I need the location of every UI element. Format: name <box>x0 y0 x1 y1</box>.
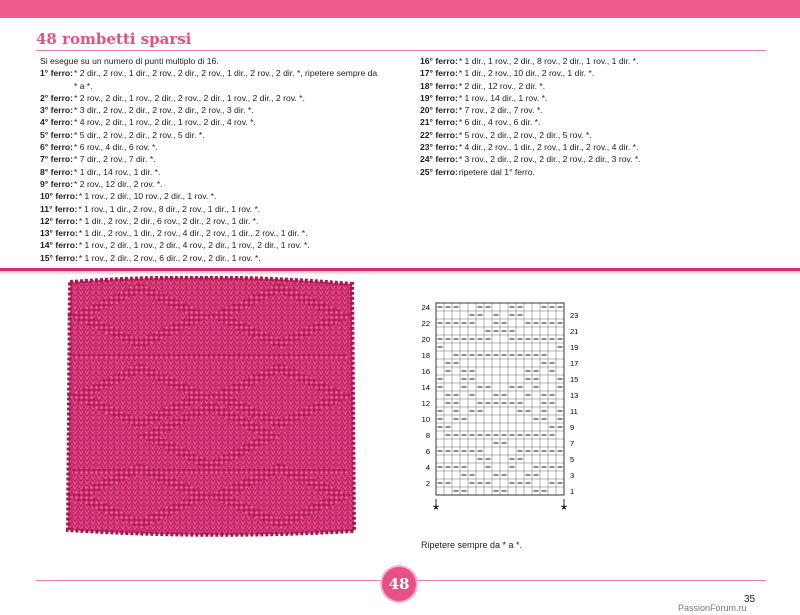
row-text: * 1 dir., 2 rov., 2 dir., 6 rov., 2 dir., 2 rov., 1 dir. *. <box>78 215 259 226</box>
row-label: 24° ferro: <box>420 154 458 165</box>
row-text: * 5 rov., 2 dir., 2 rov., 2 dir., 5 rov. *. <box>458 129 592 140</box>
instruction-row <box>40 141 400 153</box>
chart-row-label-odd: 17 <box>570 359 579 368</box>
chart-row-label-even: 10 <box>421 415 430 424</box>
pattern-number-badge: 48 <box>382 567 416 601</box>
row-text: * 2 dir., 2 rov., 1 dir., 2 rov., 2 dir., 2 rov., 1 dir., 2 rov., 2 dir. *, ripetere sempre da <box>74 68 378 79</box>
chart-row-label-odd: 23 <box>570 311 579 320</box>
instruction-row <box>420 141 780 153</box>
row-label: 19° ferro: <box>420 92 458 103</box>
repeat-marker-left: * <box>432 502 440 519</box>
knitted-swatch-photo <box>60 276 360 538</box>
chart-row-label-even: 4 <box>425 463 430 472</box>
top-color-band <box>0 0 800 18</box>
row-text: * 4 rov., 2 dir., 1 rov., 2 dir., 1 rov., 2 dir., 4 rov. *. <box>74 117 256 128</box>
instruction-row <box>40 203 400 215</box>
chart-row-label-even: 8 <box>425 431 430 440</box>
repeat-note: Ripetere sempre da * a *. <box>421 540 523 550</box>
page-number: 35 <box>744 594 756 605</box>
left-row-list <box>40 67 400 264</box>
chart-row-label-even: 20 <box>421 335 430 344</box>
row-text: * 4 dir., 2 rov., 1 dir., 2 rov., 1 dir., 2 rov., 4 dir. *. <box>458 142 639 153</box>
instruction-row <box>420 129 780 141</box>
instruction-row <box>420 80 780 92</box>
instruction-row <box>40 116 400 128</box>
row-label: 15° ferro: <box>40 252 78 263</box>
title-divider <box>36 50 766 51</box>
row-label: 7° ferro: <box>40 154 74 165</box>
chart-row-label-odd: 11 <box>570 407 578 416</box>
row-text: * 7 rov., 2 dir., 7 rov. *. <box>458 105 543 116</box>
instruction-row <box>40 129 400 141</box>
pattern-title: 48 rombetti sparsi <box>36 30 192 48</box>
chart-row-label-odd: 9 <box>570 423 575 432</box>
row-label: 16° ferro: <box>420 56 458 66</box>
instruction-row <box>420 55 780 67</box>
row-text: * 1 rov., 2 dir., 2 rov., 6 dir., 2 rov., 2 dir., 1 rov. *. <box>78 252 261 263</box>
row-label: 8° ferro: <box>40 166 74 177</box>
row-text: * 3 rov., 2 dir., 2 rov., 2 dir., 2 rov., 2 dir., 3 rov. *. <box>458 154 641 165</box>
yarn-line-shadow <box>0 271 800 275</box>
row-text: * 1 dir., 2 rov., 10 dir., 2 rov., 1 dir. *. <box>458 68 595 79</box>
instruction-row <box>40 252 400 264</box>
chart-row-label-odd: 1 <box>570 487 575 496</box>
chart-row-label-even: 2 <box>425 479 430 488</box>
row-text: * 1 rov., 2 dir., 10 rov., 2 dir., 1 rov. *. <box>78 191 217 202</box>
row-text: * 1 rov., 14 dir., 1 rov. *. <box>458 92 548 103</box>
row-text: * 6 rov., 4 dir., 6 rov. *. <box>74 142 158 153</box>
intro-text: Si esegue su un numero di punti multiplo di 16. <box>40 56 219 66</box>
row-text: * 1 rov., 1 dir., 2 rov., 8 dir., 2 rov., 1 dir., 1 rov. *. <box>78 203 261 214</box>
instruction-row <box>40 190 400 202</box>
row-label: 4° ferro: <box>40 117 74 128</box>
row-label: 21° ferro: <box>420 117 458 128</box>
chart-row-label-even: 18 <box>421 351 430 360</box>
row-label: 11° ferro: <box>40 203 78 214</box>
chart-row-label-even: 6 <box>425 447 430 456</box>
instruction-row <box>40 178 400 190</box>
repeat-marker-right: * <box>560 502 568 519</box>
row-label: 1° ferro: <box>40 68 74 79</box>
instruction-row <box>40 166 400 178</box>
chart-row-label-even: 22 <box>421 319 430 328</box>
row-text: * 1 dir., 2 rov., 1 dir., 2 rov., 4 dir., 2 rov., 1 dir., 2 rov., 1 dir. *. <box>78 228 308 239</box>
instructions-right-column <box>420 55 780 178</box>
row-label: 14° ferro: <box>40 240 78 251</box>
row-text: * 3 dir., 2 rov., 2 dir., 2 rov., 2 dir., 2 rov., 3 dir. *. <box>74 105 254 116</box>
chart-row-label-odd: 21 <box>570 327 579 336</box>
row-text: * 7 dir., 2 rov., 7 dir. *. <box>74 154 156 165</box>
chart-row-label-odd: 7 <box>570 439 575 448</box>
row-label: 23° ferro: <box>420 142 458 153</box>
row-text: * 1 rov., 2 dir., 1 rov., 2 dir., 4 rov., 2 dir., 1 rov., 2 dir., 1 rov. *. <box>78 240 310 251</box>
instruction-row <box>40 153 400 165</box>
row-label: 9° ferro: <box>40 178 74 189</box>
chart-row-label-odd: 3 <box>570 471 575 480</box>
instruction-row <box>420 116 780 128</box>
row-label: 12° ferro: <box>40 215 78 226</box>
row-text: * 2 rov., 2 dir., 1 rov., 2 dir., 2 rov., 2 dir., 1 rov., 2 dir., 2 rov. *. <box>74 92 305 103</box>
row-label: 17° ferro: <box>420 68 458 79</box>
chart-row-label-even: 14 <box>421 383 430 392</box>
instructions-left-column <box>40 55 400 264</box>
row-label: 25° ferro: <box>420 166 458 177</box>
chart-row-label-odd: 15 <box>570 375 579 384</box>
instruction-row <box>40 239 400 251</box>
instruction-row <box>420 166 780 178</box>
right-row-list <box>420 55 780 178</box>
instruction-row <box>40 104 400 116</box>
instruction-row <box>420 104 780 116</box>
chart-row-label-odd: 19 <box>570 343 579 352</box>
knitting-chart <box>410 295 610 525</box>
row-label: 3° ferro: <box>40 105 74 116</box>
row-text: * 6 dir., 4 rov., 6 dir. *. <box>458 117 541 128</box>
instruction-row <box>420 92 780 104</box>
row-label: 13° ferro: <box>40 228 78 239</box>
row-text: * 1 dir., 1 rov., 2 dir., 8 rov., 2 dir., 1 rov., 1 dir. *. <box>458 56 639 66</box>
chart-row-label-odd: 5 <box>570 455 575 464</box>
row-label: 6° ferro: <box>40 142 74 153</box>
chart-row-label-odd: 13 <box>570 391 579 400</box>
instruction-row <box>420 153 780 165</box>
row-text: * 2 rov., 12 dir., 2 rov. *. <box>74 178 163 189</box>
row-continuation: * a *. <box>74 80 93 91</box>
row-label: 2° ferro: <box>40 92 74 103</box>
row-label: 10° ferro: <box>40 191 78 202</box>
row-label: 18° ferro: <box>420 80 458 91</box>
instruction-row <box>40 215 400 227</box>
instruction-row <box>40 67 400 79</box>
row-text: ripetere dal 1° ferro. <box>458 166 535 177</box>
row-text: * 5 dir., 2 rov., 2 dir., 2 rov., 5 dir. *. <box>74 129 205 140</box>
watermark: PassionForum.ru <box>678 603 747 613</box>
row-text: * 1 dir., 14 rov., 1 dir. *. <box>74 166 161 177</box>
instruction-row <box>40 92 400 104</box>
chart-row-label-even: 12 <box>421 399 430 408</box>
instruction-row <box>40 227 400 239</box>
row-text: * 2 dir., 12 rov., 2 dir. *. <box>458 80 546 91</box>
row-label: 20° ferro: <box>420 105 458 116</box>
row-label: 5° ferro: <box>40 129 74 140</box>
row-label: 22° ferro: <box>420 129 458 140</box>
instruction-row <box>420 67 780 79</box>
chart-row-label-even: 16 <box>421 367 430 376</box>
chart-row-label-even: 24 <box>421 303 430 312</box>
